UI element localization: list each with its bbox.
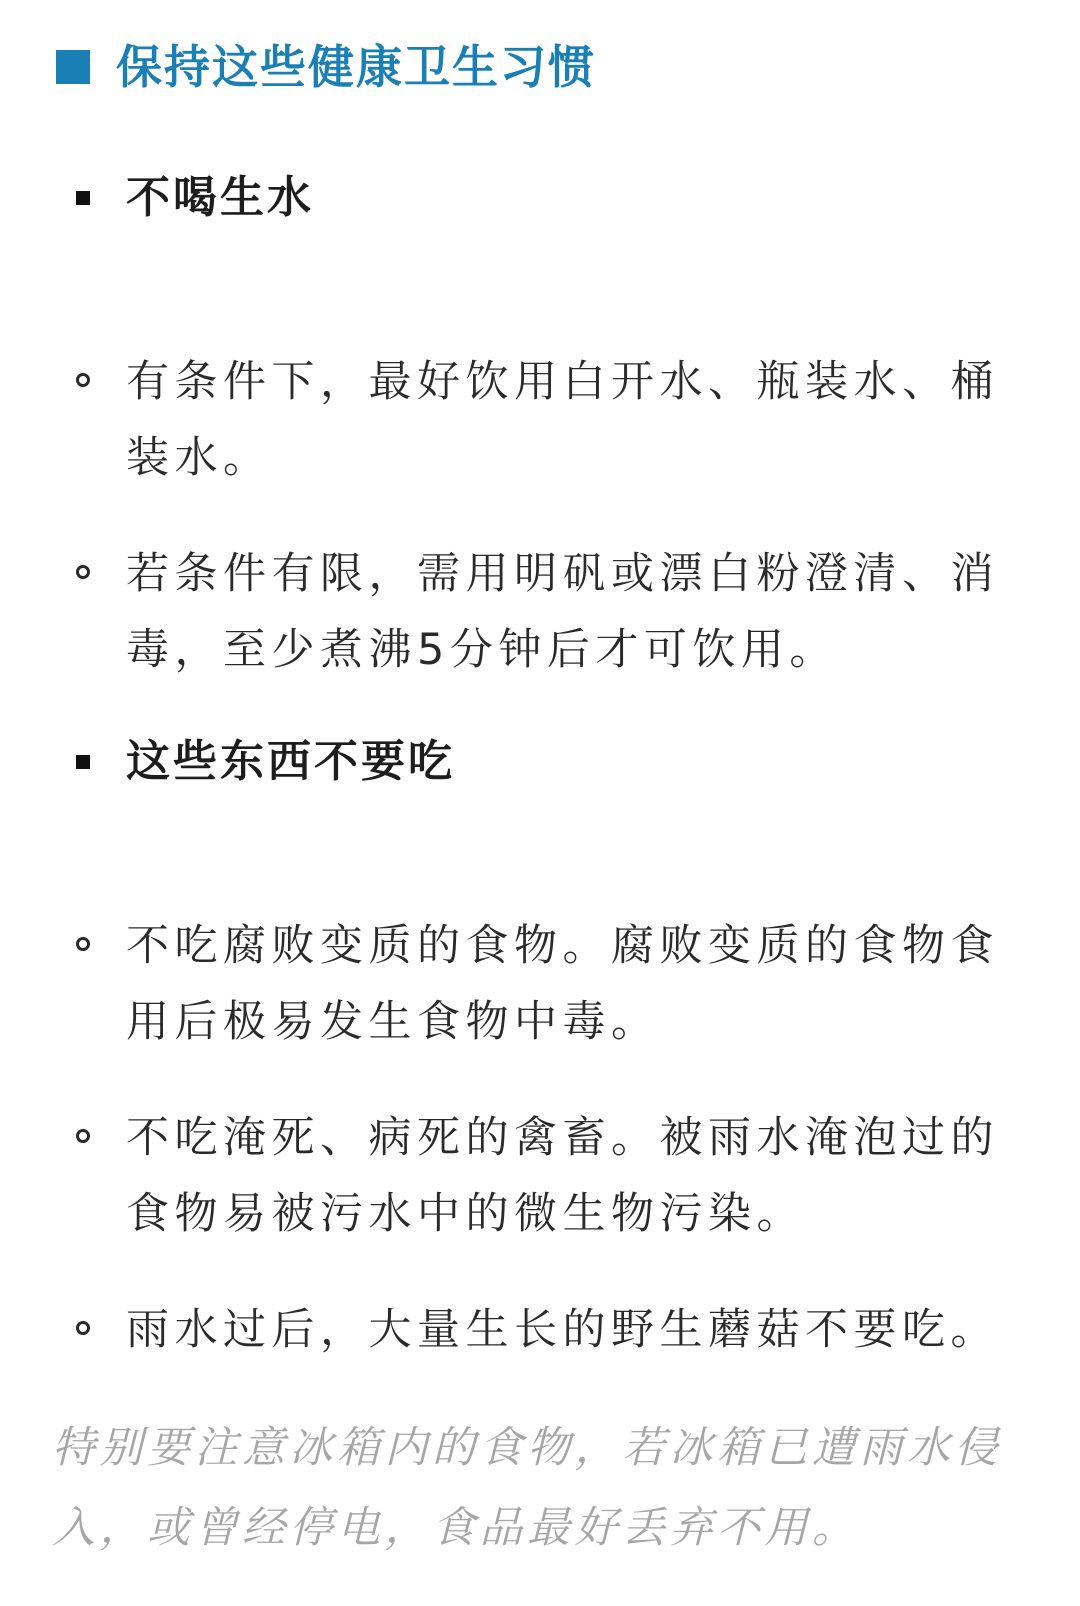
square-bullet-icon: [76, 191, 90, 205]
note-text: 特别要注意冰箱内的食物，若冰箱已遭雨水侵入，或曾经停电，食品最好丢弃不用。: [52, 1423, 1002, 1553]
circle-bullet-icon: [76, 565, 90, 579]
circle-bullet-icon: [76, 1321, 90, 1335]
list-item: [76, 918, 1036, 1060]
list-item: [76, 1302, 1036, 1368]
list-item: [76, 546, 1036, 688]
section-title: 保持这些健康卫生习惯: [116, 40, 596, 94]
group-title: 这些东西不要吃: [126, 736, 455, 787]
heading-square-icon: [56, 50, 90, 84]
list-item-text: 若条件有限，需用明矾或漂白粉澄清、消毒，至少煮沸5分钟后才可饮用。: [126, 549, 999, 675]
list-item-text: 不吃淹死、病死的禽畜。被雨水淹泡过的食物易被污水中的微生物污染。: [126, 1113, 999, 1239]
list-item-text: 不吃腐败变质的食物。腐败变质的食物食用后极易发生食物中毒。: [126, 921, 999, 1047]
section-heading: [56, 38, 596, 96]
list-item-text: 雨水过后，大量生长的野生蘑菇不要吃。: [126, 1305, 999, 1355]
circle-bullet-icon: [76, 373, 90, 387]
circle-bullet-icon: [76, 1129, 90, 1143]
square-bullet-icon: [76, 755, 90, 769]
list-item: [76, 1110, 1036, 1252]
circle-bullet-icon: [76, 937, 90, 951]
list-item-text: 有条件下，最好饮用白开水、瓶装水、桶装水。: [126, 357, 999, 483]
list-item: [76, 354, 1036, 496]
group-heading-food: [76, 734, 455, 790]
group-title: 不喝生水: [126, 172, 314, 223]
group-heading-water: [76, 170, 314, 226]
